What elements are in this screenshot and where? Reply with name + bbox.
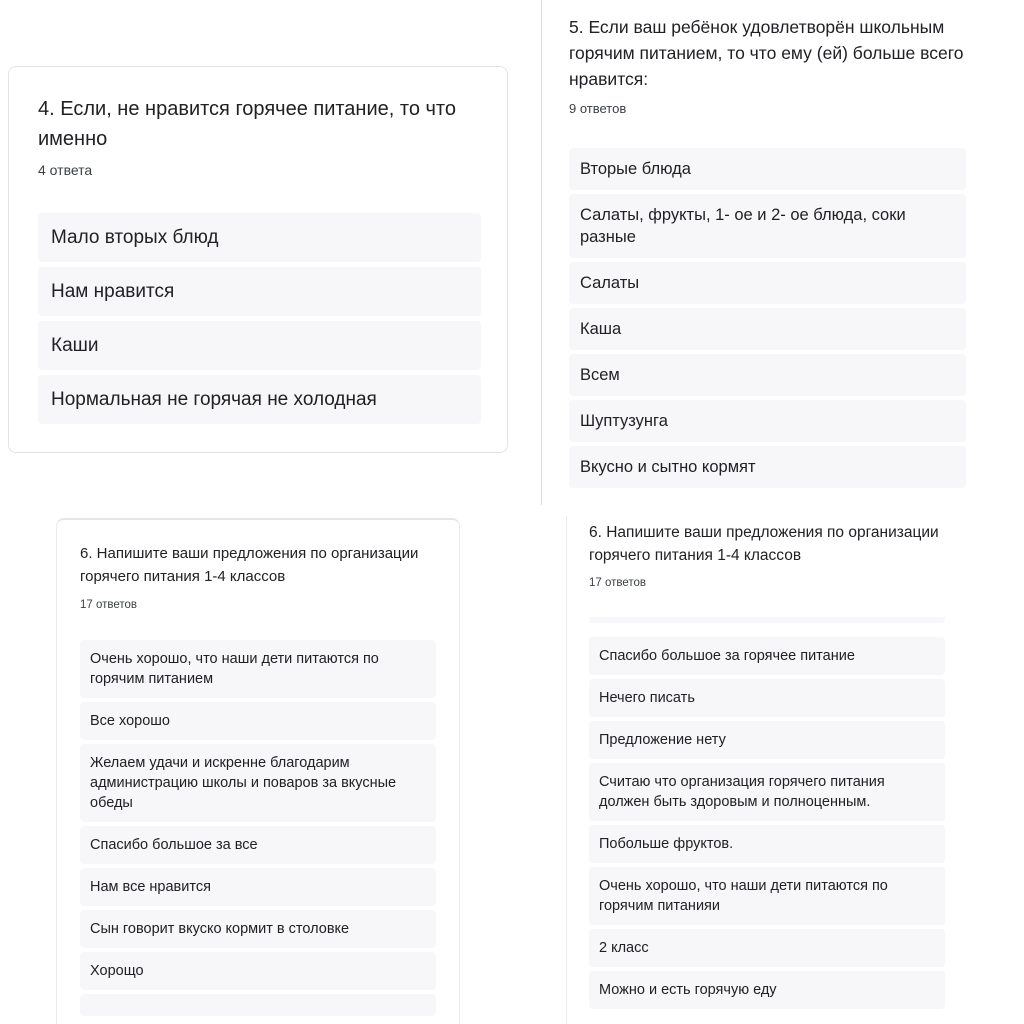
answer-item: Очень хорошо, что наши дети питаются по горячим питанияи xyxy=(589,867,945,925)
answer-item: Вторые блюда xyxy=(569,148,966,190)
answer-item: Считаю что организация горячего питания должен быть здоровым и полноценным. xyxy=(589,763,945,821)
answer-item: Все хорошо xyxy=(80,702,436,740)
question-5-card xyxy=(541,0,971,505)
question-6-title: 6. Напишите ваши предложения по организации горячего питания 1-4 классов xyxy=(80,545,419,585)
question-4-title: 4. Если, не нравится горячее питание, то что именно xyxy=(38,98,456,150)
answer-item: Нечего писать xyxy=(589,679,945,717)
question-5-title: 5. Если ваш ребёнок удовлетворён школьным горячим питанием, то что ему (ей) больше всего нравится: xyxy=(569,17,964,89)
answer-item: Спасибо большое за все xyxy=(80,826,436,864)
answer-item: Нам все нравится xyxy=(80,868,436,906)
question-6-answer-list[interactable] xyxy=(589,617,945,1013)
question-5-response-count: 9 ответов xyxy=(569,101,627,116)
answer-item: Мало вторых блюд xyxy=(38,213,481,262)
answer-item: 2 класс xyxy=(589,929,945,967)
answer-item: Шуптузунга xyxy=(569,400,966,442)
answer-item: Салаты xyxy=(569,262,966,304)
answer-item: Каши xyxy=(38,321,481,370)
answer-item: Очень хорошо, что наши дети питаются по горячим питанием xyxy=(80,640,436,698)
answer-item: Сын говорит вкуско кормит в столовке xyxy=(80,910,436,948)
answer-item: Хорощо xyxy=(80,952,436,990)
answer-item: Побольше фруктов. xyxy=(589,825,945,863)
answer-item: Нормальная не горячая не холодная xyxy=(38,375,481,424)
answer-item: Каша xyxy=(569,308,966,350)
answer-item: Предложение нету xyxy=(589,721,945,759)
answer-item: Вкусно и сытно кормят xyxy=(569,446,966,488)
answer-item: Салаты, фрукты, 1- ое и 2- ое блюда, соки разные xyxy=(569,194,966,258)
answer-item: Всем xyxy=(569,354,966,396)
question-4-answer-list xyxy=(38,213,481,429)
question-5-answer-list xyxy=(569,148,966,492)
question-6-card-page-2 xyxy=(566,516,966,1024)
question-4-card xyxy=(8,66,508,453)
answer-item-clipped xyxy=(80,994,436,1016)
answer-item: Нам нравится xyxy=(38,267,481,316)
answer-item: Желаем удачи и искренне благодарим администрацию школы и поваров за вкусные обеды xyxy=(80,744,436,822)
question-6-title: 6. Напишите ваши предложения по организации горячего питания 1-4 классов xyxy=(589,524,939,564)
question-6-answer-list[interactable] xyxy=(80,640,436,1020)
answer-item: Можно и есть горячую еду xyxy=(589,971,945,1009)
question-6-response-count: 17 ответов xyxy=(80,599,138,611)
question-4-response-count: 4 ответа xyxy=(38,162,93,178)
answer-item-clipped xyxy=(589,617,945,623)
question-6-card-page-1 xyxy=(56,518,460,1024)
answer-item: Спасибо большое за горячее питание xyxy=(589,637,945,675)
question-6-response-count: 17 ответов xyxy=(589,577,647,589)
